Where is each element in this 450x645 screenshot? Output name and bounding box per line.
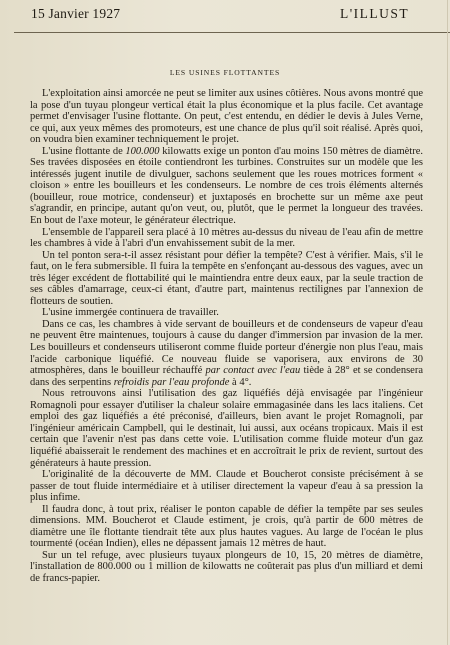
paragraph-text: L'usine flottante de — [42, 145, 126, 157]
article-title: LES USINES FLOTTANTES — [169, 68, 281, 77]
page-edge — [447, 0, 448, 645]
publication-title: L'ILLUST — [340, 6, 410, 21]
paragraph-text: Sur un tel refuge, avec plusieurs tuyaux plongeurs de 10, 15, 20 mètres de diamètre, l'installation de 800.000 ou 1 million de kilowatts ne coûterait pas plus d'un milliard et demi de francs-papier. — [30, 549, 423, 584]
paragraph-text: L'ensemble de l'appareil sera placé à 10 mètres au-dessus du niveau de l'eau afin de mettre les chambres à vide à l'abri d'un envahissement subit de la mer. — [30, 226, 423, 250]
paragraph — [30, 307, 423, 319]
paragraph-text: Nous retrouvons ainsi l'utilisation des gaz liquéfiés déjà envisagée par l'ingénieur Romagnoli pour essayer d'utiliser la chaleur solaire emmagasinée dans les lacs italiens. Cet emploi des gaz liquéfiés a été préconisé, d'ailleurs, bien avant le projet Romagnoli, par l'ingénieur américain Campbell, qui le destinait, lui aussi, aux océans tropicaux. Mais il est certain que l'avenir n'est pas dans cette voie. L'utilisation comme fluide moteur d'un gaz liquéfié abaisserait le rendement des machines et en accroîtrait le prix de revient, surtout des générateurs à haute pression. — [30, 388, 423, 469]
paragraph — [30, 388, 423, 469]
emphasis-text: refroidis par l'eau profonde — [113, 376, 230, 388]
paragraph — [30, 250, 423, 308]
paragraph-text: L'exploitation ainsi amorcée ne peut se limiter aux usines côtières. Nous avons montré que la pose d'un tuyau plongeur vertical était la plus économique et la plus facile. Cet avantage permet d'envisager l'usine flottante. On peut, c'est entendu, en dédier le devis à Jules Verne, ce qui, aux yeux mêmes des promoteurs, est une chance de plus qu'il soit réalisé. Après quoi, on voudra bien examiner techniquement le projet. — [30, 88, 423, 146]
paragraph-text: Il faudra donc, à tout prix, réaliser le ponton capable de défier la tempête par ses seules dimensions. MM. Boucherot et Claude estiment, je crois, qu'à partir de 600 mètres de diamètre une île flottante tiendrait tête aux plus hautes vagues. Au large de l'océan le plus tourmenté (océan Indien), elles ne dépassent jamais 12 mètres de haut. — [30, 503, 423, 550]
paragraph-text: Dans ce cas, les chambres à vide servant de bouilleurs et de condenseurs de vapeur d'eau ne peuvent être maintenues, toujours à cause du danger d'immersion par invasion de la mer. Les bouilleurs et condenseurs utiliseront comme fluide porteur d'énergie non plus l'eau, mais l'acide carbonique liquéfié. Ce nouveau fluide se vaporisera, aux environs de 30 atmosphères, dans le bouilleur réchauffé — [30, 318, 423, 377]
emphasis-text: 100.000 — [125, 145, 160, 157]
paragraph-text: kilowatts exige un ponton d'au moins 150 mètres de diamètre. Ses travées disposées en étoile contiendront les turbines. Construites sur un modèle que les intéressés jugent inutile de divulguer, sachons seulement que les roues motrices forment « cloison » entre les bouilleurs et les condenseurs. Le nombre de ces trois éléments alternés (bouilleur, roue motrice, condenseur) et juxtaposés en brochette sur un même axe peut s'agrandir, en principe, autant qu'on veut, ou, plutôt, que le permet la longueur des travées. En bout de l'axe moteur, le générateur électrique. — [30, 145, 423, 227]
paragraph — [30, 227, 423, 250]
issue-date: 15 Janvier 1927 — [31, 6, 121, 21]
paragraph — [30, 146, 423, 227]
paragraph-text: L'originalité de la découverte de MM. Claude et Boucherot consiste précisément à se passer de tout fluide intermédiaire et à utiliser directement la vapeur d'eau à sa pression la plus infime. — [30, 469, 423, 504]
paragraph — [30, 504, 423, 550]
paragraph — [30, 550, 423, 585]
paragraph — [30, 319, 423, 388]
paragraph — [30, 469, 423, 504]
paragraph-text: Un tel ponton sera-t-il assez résistant pour défier la tempête? C'est à vérifier. Mais, s'il le faut, on le fera submersible. Il fuira la tempête en s'enfonçant au-dessous des vagues, avec un très léger excédent de flottabilité qui le maintiendra entre deux eaux, par la seule traction de ses câbles d'amarrage, ceux-ci étant, d'autre part, maintenus rectilignes par l'annexion de flotteurs de soutien. — [30, 249, 423, 307]
paragraph — [30, 88, 423, 146]
emphasis-text: par contact avec l'eau — [205, 365, 301, 377]
article-body — [30, 88, 423, 585]
paragraph-text: à 4°. — [229, 376, 252, 388]
paragraph-text: L'usine immergée continuera de travailler. — [42, 307, 219, 319]
header-rule — [14, 32, 450, 33]
paragraph-text: tiède à 28° et se condensera dans des serpentins — [30, 365, 423, 388]
